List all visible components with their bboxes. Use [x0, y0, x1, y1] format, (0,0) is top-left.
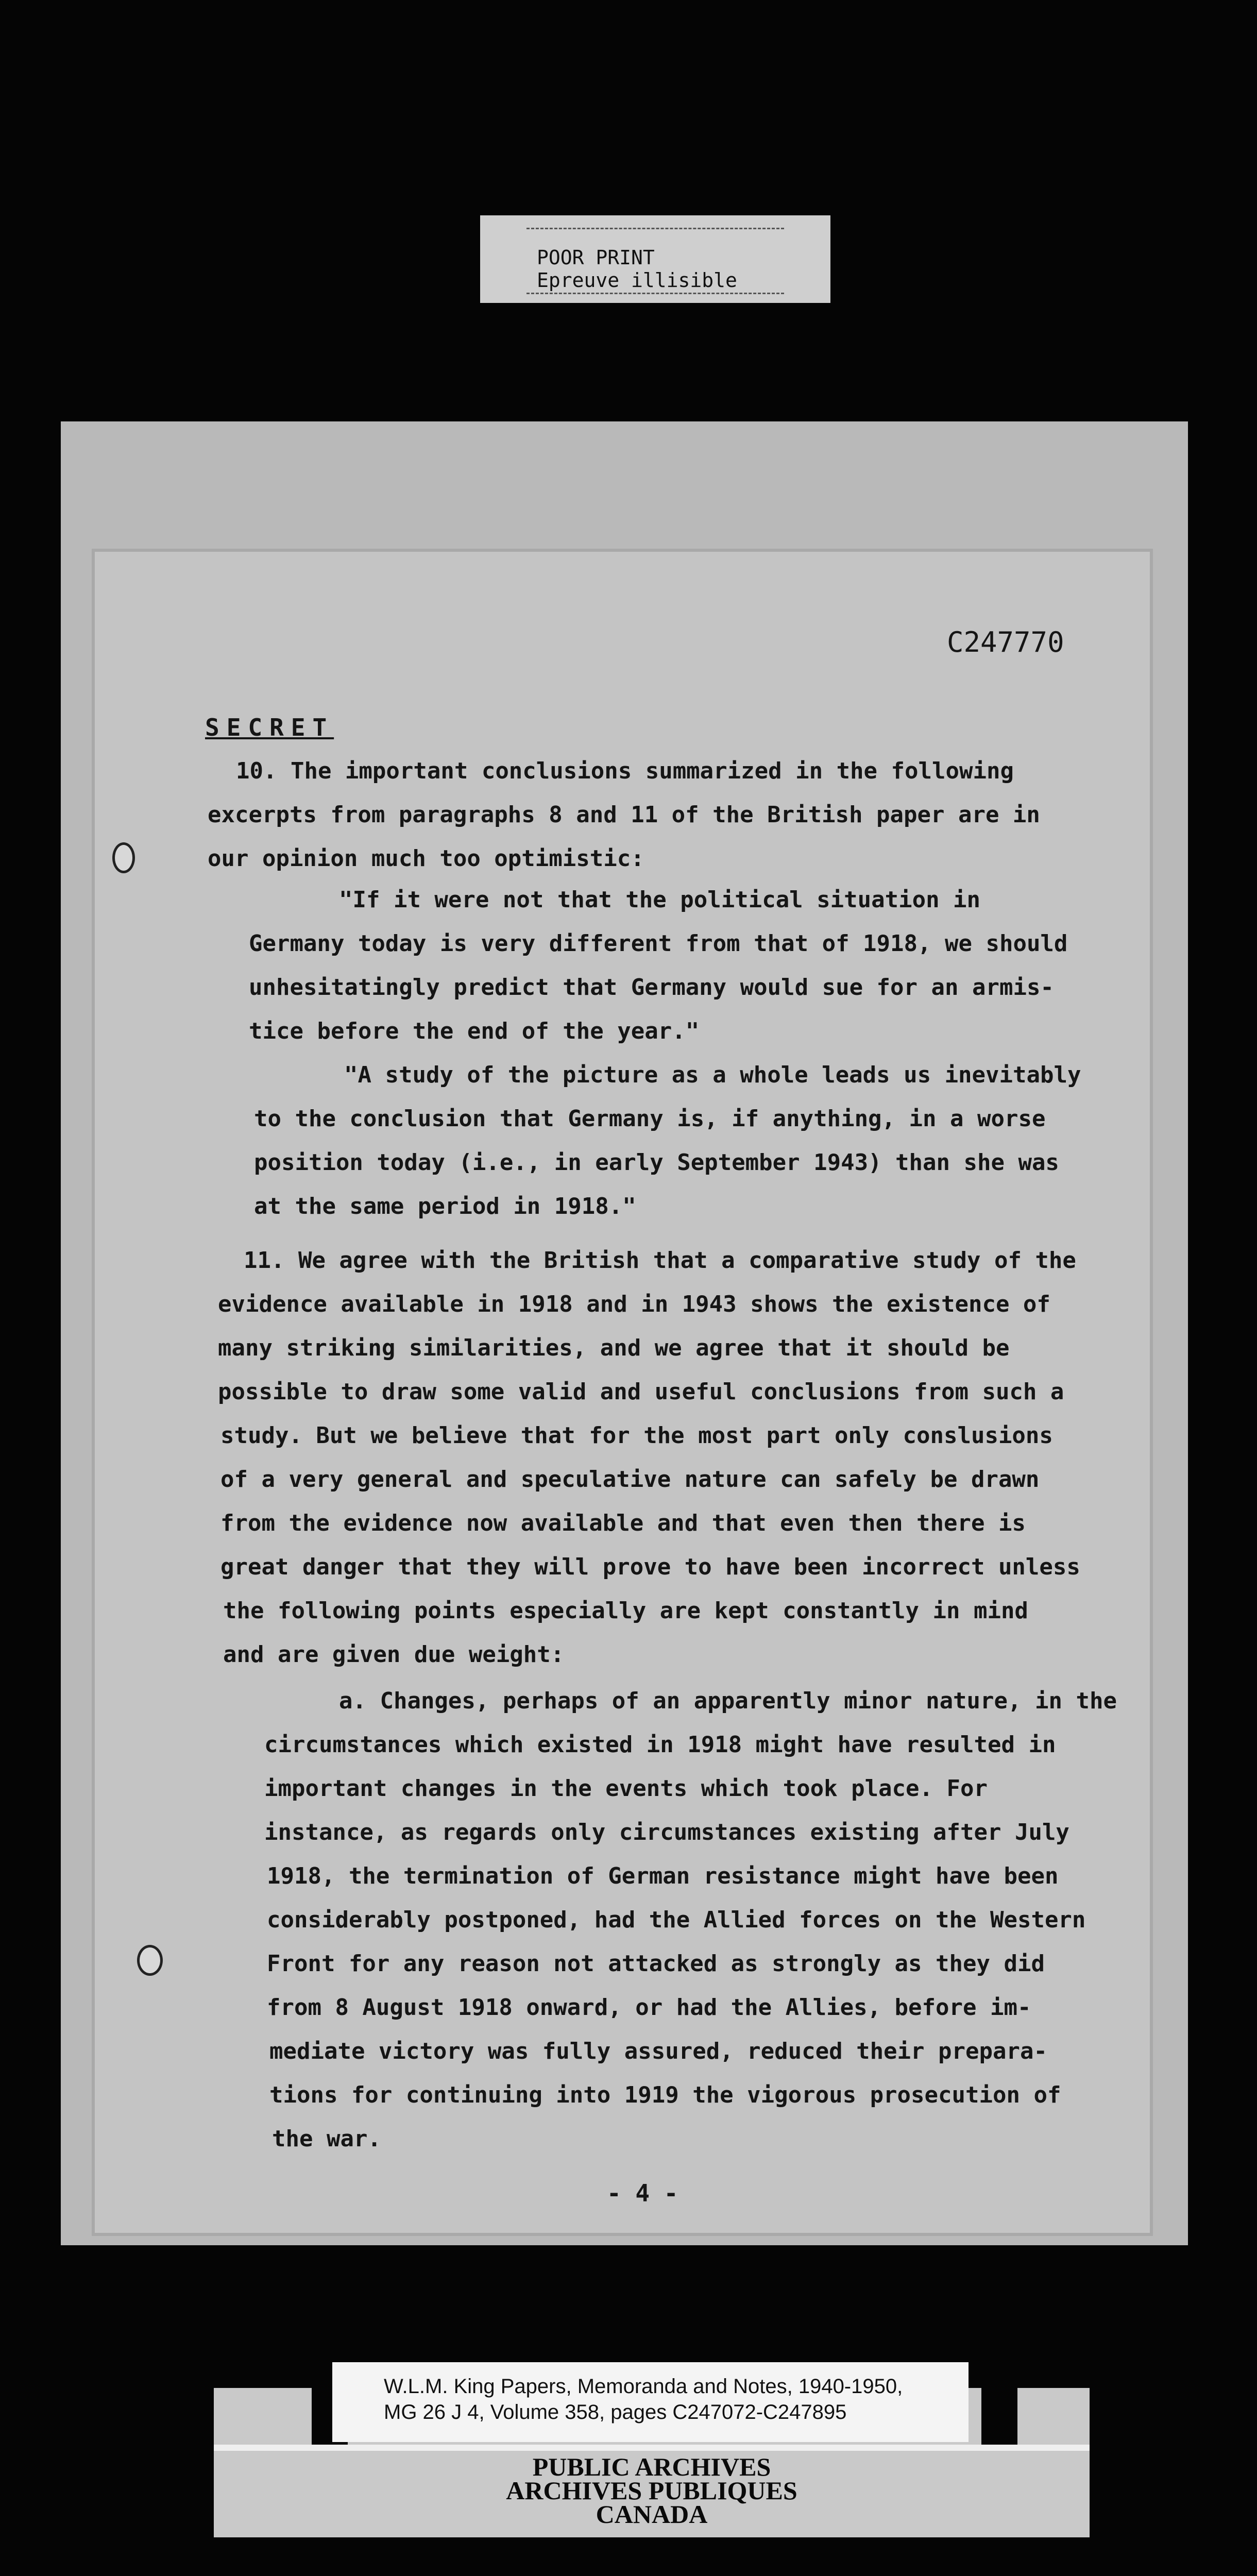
text-line: tice before the end of the year."	[249, 1018, 700, 1044]
notice-line-2: Epreuve illisible	[537, 269, 737, 292]
text-line: "A study of the picture as a whole leads us inevitably	[344, 1062, 1081, 1088]
text-line: excerpts from paragraphs 8 and 11 of the British paper are in	[208, 802, 1040, 828]
notice-rule-top	[526, 228, 784, 229]
classification-heading: SECRET	[205, 714, 334, 741]
archive-caption	[332, 2362, 969, 2442]
band-divider	[214, 2445, 1090, 2451]
text-line: evidence available in 1918 and in 1943 shows the existence of	[218, 1291, 1050, 1317]
text-line: tions for continuing into 1919 the vigorous prosecution of	[269, 2082, 1061, 2108]
text-line: at the same period in 1918."	[254, 1193, 636, 1219]
text-line: from 8 August 1918 onward, or had the Allies, before im-	[267, 1994, 1031, 2021]
text-line: study. But we believe that for the most part only conslusions	[220, 1422, 1053, 1449]
text-line: circumstances which existed in 1918 might have resulted in	[264, 1732, 1056, 1758]
text-line: Front for any reason not attacked as strongly as they did	[267, 1951, 1045, 1977]
film-notch-right	[981, 2388, 1017, 2450]
text-line: "If it were not that the political situation in	[339, 887, 981, 913]
notice-rule-bottom	[526, 293, 784, 294]
text-line: the war.	[272, 2126, 381, 2152]
document-page	[92, 549, 1153, 2236]
text-line: many striking similarities, and we agree that it should be	[218, 1335, 1010, 1361]
text-line: great danger that they will prove to have been incorrect unless	[220, 1554, 1080, 1580]
poor-print-notice	[480, 215, 830, 303]
text-line: to the conclusion that Germany is, if anything, in a worse	[254, 1106, 1046, 1132]
punch-hole-icon	[112, 842, 135, 873]
text-line: from the evidence now available and that even then there is	[220, 1510, 1026, 1536]
text-line: 11. We agree with the British that a comparative study of the	[244, 1247, 1076, 1274]
page-number: - 4 -	[607, 2179, 678, 2207]
text-line: mediate victory was fully assured, reduced their prepara-	[269, 2038, 1047, 2064]
text-line: instance, as regards only circumstances existing after July	[264, 1819, 1069, 1845]
text-line: and are given due weight:	[223, 1641, 565, 1668]
text-line: of a very general and speculative nature can safely be drawn	[220, 1466, 1040, 1493]
caption-line-2: MG 26 J 4, Volume 358, pages C247072-C247895	[384, 2401, 847, 2424]
text-line: a. Changes, perhaps of an apparently minor nature, in the	[339, 1688, 1117, 1714]
caption-line-1: W.L.M. King Papers, Memoranda and Notes, 1940-1950,	[384, 2375, 903, 2398]
punch-hole-icon	[137, 1945, 163, 1976]
text-line: considerably postponed, had the Allied forces on the Western	[267, 1907, 1086, 1933]
text-line: the following points especially are kept constantly in mind	[223, 1598, 1028, 1624]
archives-line-2: ARCHIVES PUBLIQUES	[506, 2476, 797, 2505]
archives-line-1: PUBLIC ARCHIVES	[532, 2452, 771, 2481]
text-line: 1918, the termination of German resistance might have been	[267, 1863, 1059, 1889]
text-line: unhesitatingly predict that Germany would sue for an armis-	[249, 974, 1054, 1001]
document-number: C247770	[947, 626, 1064, 658]
text-line: position today (i.e., in early September 1943) than she was	[254, 1149, 1059, 1176]
text-line: important changes in the events which took place. For	[264, 1775, 988, 1802]
text-line: possible to draw some valid and useful conclusions from such a	[218, 1379, 1064, 1405]
text-line: 10. The important conclusions summarized in the following	[236, 758, 1014, 784]
archives-stamp	[214, 2452, 1090, 2529]
archives-line-3: CANADA	[596, 2500, 708, 2529]
text-line: our opinion much too optimistic:	[208, 845, 644, 872]
text-line: Germany today is very different from that of 1918, we should	[249, 930, 1068, 957]
notice-line-1: POOR PRINT	[537, 246, 655, 269]
